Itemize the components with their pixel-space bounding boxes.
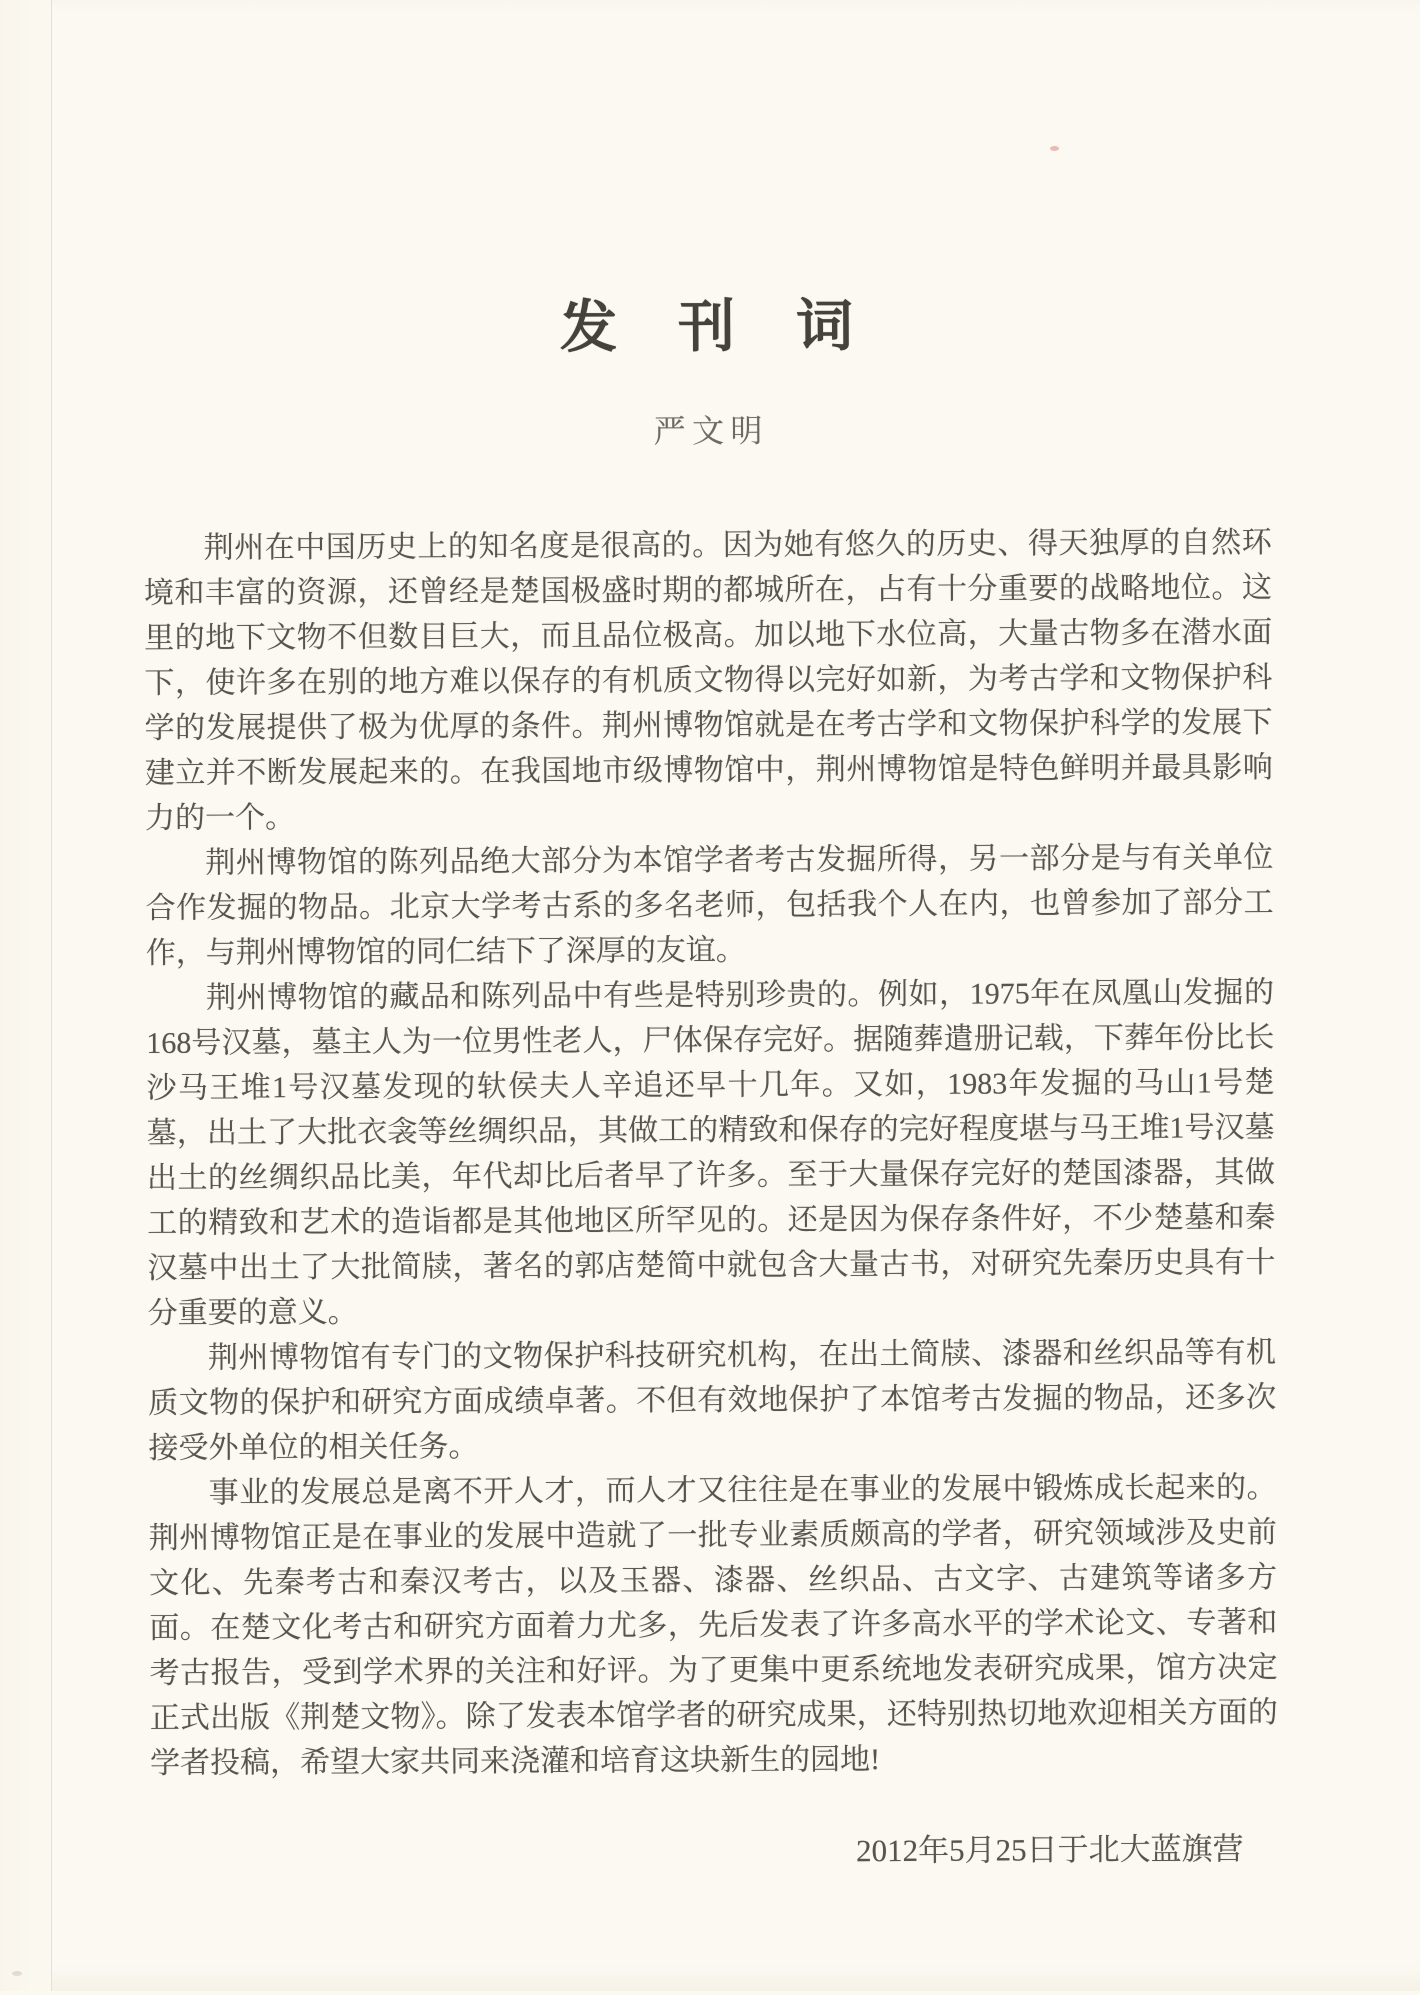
paragraph-4: 荆州博物馆有专门的文物保护科技研究机构，在出土简牍、漆器和丝织品等有机质文物的保护和研究方面成绩卓著。不但有效地保护了本馆考古发掘的物品，还多次接受外单位的相关任务。 [148, 1336, 1277, 1465]
article-body [144, 520, 1279, 1786]
dateline: 2012年5月25日于北大蓝旗营 [855, 1831, 1244, 1869]
author-name: 严文明 [653, 412, 769, 450]
paragraph-3: 荆州博物馆的藏品和陈列品中有些是特别珍贵的。例如，1975年在凤凰山发掘的168号汉墓，墓主人为一位男性老人，尸体保存完好。据随葬遣册记载，下葬年份比长沙马王堆1号汉墓发现的轪侯夫人辛追还早十几年。又如，1983年发掘的马山1号楚墓，出土了大批衣衾等丝绸织品，其做工的精致和保存的完好程度堪与马王堆1号汉墓出土的丝绸织品比美，年代却比后者早了许多。至于大量保存完好的楚国漆器，其做工的精致和艺术的造诣都是其他地区所罕见的。还是因为保存条件好，不少楚墓和秦汉墓中出土了大批简牍，著名的郭店楚简中就包含大量古书，对研究先秦历史具有十分重要的意义。 [146, 976, 1276, 1330]
paragraph-1: 荆州在中国历史上的知名度是很高的。因为她有悠久的历史、得天独厚的自然环境和丰富的资源，还曾经是楚国极盛时期的都城所在，占有十分重要的战略地位。这里的地下文物不但数目巨大，而且品位极高。加以地下水位高，大量古物多在潜水面下，使许多在别的地方难以保存的有机质文物得以完好如新，为考古学和文物保护科学的发展提供了极为优厚的条件。荆州博物馆就是在考古学和文物保护科学的发展下建立并不断发展起来的。在我国地市级博物馆中，荆州博物馆是特色鲜明并最具影响力的一个。 [143, 526, 1273, 835]
page-title: 发 刊 词 [559, 295, 856, 360]
paragraph-5: 事业的发展总是离不开人才，而人才又往往是在事业的发展中锻炼成长起来的。荆州博物馆正是在事业的发展中造就了一批专业素质颇高的学者，研究领域涉及史前文化、先秦考古和秦汉考古，以及玉器、漆器、丝织品、古文字、古建筑等诸多方面。在楚文化考古和研究方面着力尤多，先后发表了许多高水平的学术论文、专著和考古报告，受到学术界的关注和好评。为了更集中更系统地发表研究成果，馆方决定正式出版《荆楚文物》。除了发表本馆学者的研究成果，还特别热切地欢迎相关方面的学者投稿，希望大家共同来浇灌和培育这块新生的园地! [148, 1471, 1278, 1780]
paragraph-2: 荆州博物馆的陈列品绝大部分为本馆学者考古发掘所得，另一部分是与有关单位合作发掘的物品。北京大学考古系的多名老师，包括我个人在内，也曾参加了部分工作，与荆州博物馆的同仁结下了深厚的友谊。 [145, 841, 1274, 970]
